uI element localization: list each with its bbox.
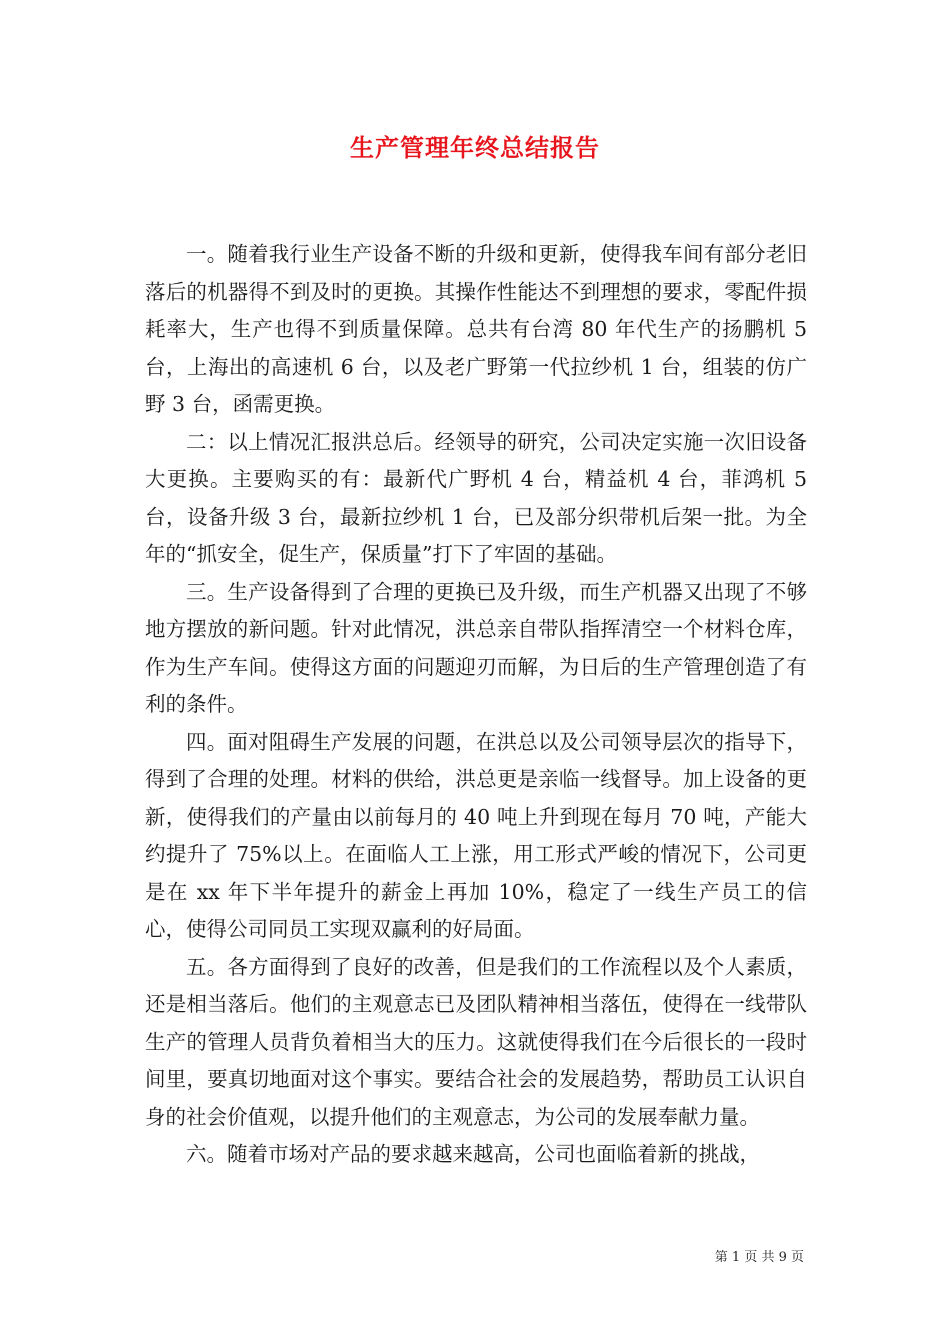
paragraph-5: 五。各方面得到了良好的改善，但是我们的工作流程以及个人素质，还是相当落后。他们的主观意志已及团队精神相当落伍，使得在一线带队生产的管理人员背负着相当大的压力。这就使得我们在今后很长的一段时间里，要真切地面对这个事实。要结合社会的发展趋势，帮助员工认识自身的社会价值观，以提升他们的主观意志，为公司的发展奉献力量。 <box>145 954 807 1129</box>
document-title: 生产管理年终总结报告 <box>350 133 600 162</box>
document-body <box>145 236 807 1174</box>
paragraph-2: 二：以上情况汇报洪总后。经领导的研究，公司决定实施一次旧设备大更换。主要购买的有：最新代广野机 4 台，精益机 4 台，菲鸿机 5 台，设备升级 3 台，最新拉纱机 1 台，已及部分织带机后架一批。为全年的“抓安全，促生产，保质量”打下了牢固的基础。 <box>145 429 807 566</box>
paragraph-4: 四。面对阻碍生产发展的问题，在洪总以及公司领导层次的指导下，得到了合理的处理。材料的供给，洪总更是亲临一线督导。加上设备的更新，使得我们的产量由以前每月的 40 吨上升到现在每月 70 吨，产能大约提升了 75%以上。在面临人工上涨，用工形式严峻的情况下，公司更是在 xx 年下半年提升的薪金上再加 10%，稳定了一线生产员工的信心，使得公司同员工实现双赢利的好局面。 <box>145 729 807 941</box>
paragraph-3: 三。生产设备得到了合理的更换已及升级，而生产机器又出现了不够地方摆放的新问题。针对此情况，洪总亲自带队指挥清空一个材料仓库，作为生产车间。使得这方面的问题迎刃而解，为日后的生产管理创造了有利的条件。 <box>145 579 807 716</box>
paragraph-6: 六。随着市场对产品的要求越来越高，公司也面临着新的挑战， <box>186 1142 760 1166</box>
paragraph-1: 一。随着我行业生产设备不断的升级和更新，使得我车间有部分老旧落后的机器得不到及时的更换。其操作性能达不到理想的要求，零配件损耗率大，生产也得不到质量保障。总共有台湾 80 年代生产的扬鹏机 5 台，上海出的高速机 6 台，以及老广野第一代拉纱机 1 台，组装的仿广野 3 台，函需更换。 <box>145 242 807 416</box>
page-number-footer: 第 1 页 共 9 页 <box>714 1250 804 1265</box>
